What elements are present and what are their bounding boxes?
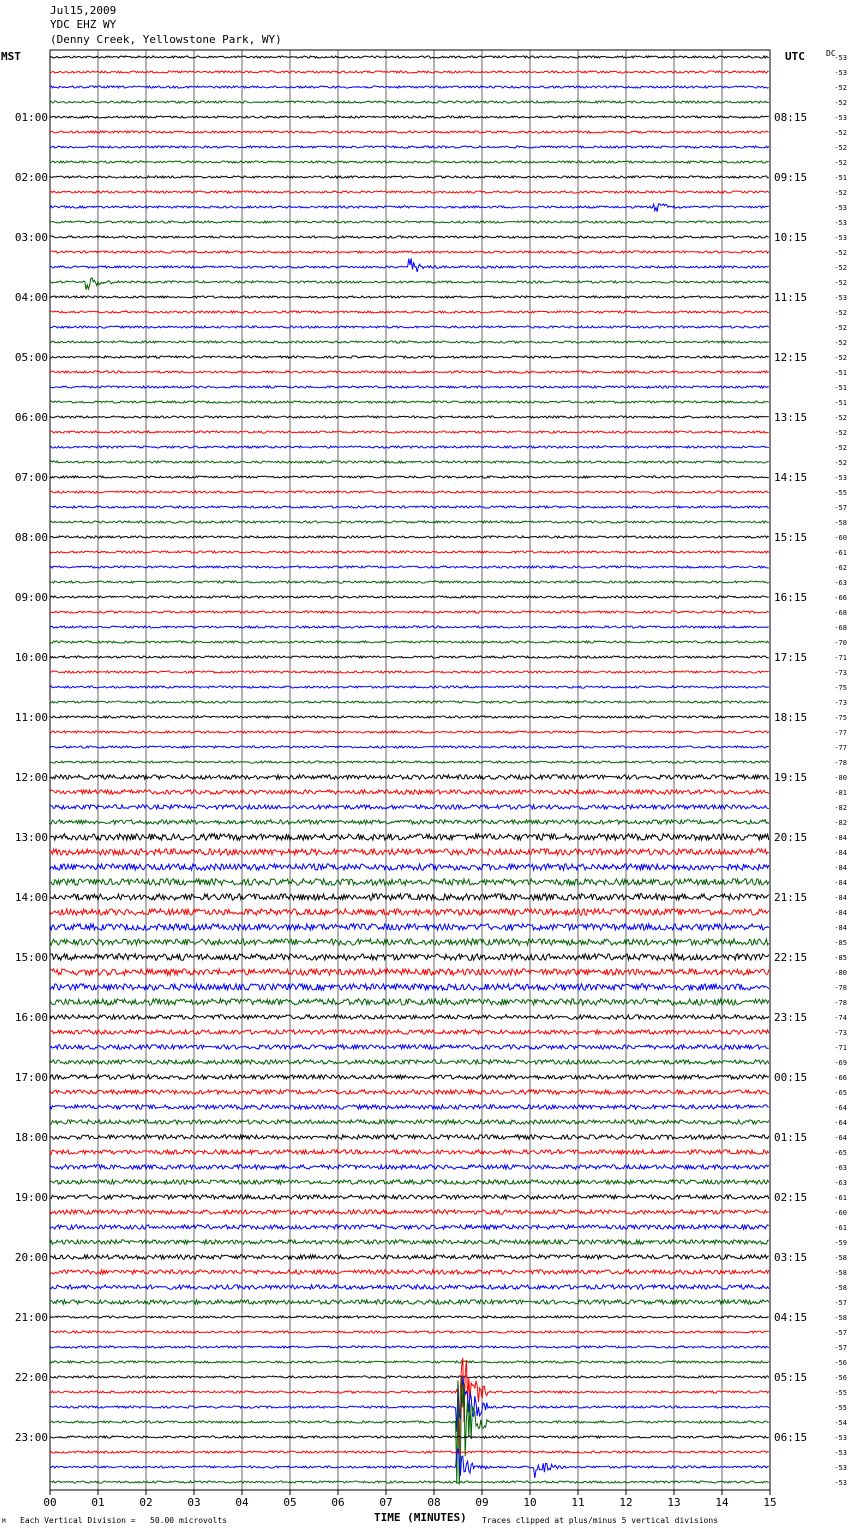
- dc-offset-label: -73: [834, 1029, 847, 1037]
- trace-row-7: [50, 161, 769, 163]
- trace-row-93: [50, 1451, 769, 1453]
- trace-row-44: [50, 716, 769, 718]
- dc-offset-label: -75: [834, 714, 847, 722]
- dc-offset-label: -60: [834, 534, 847, 542]
- mst-hour-label: 20:00: [14, 1251, 48, 1264]
- dc-offset-label: -84: [834, 894, 847, 902]
- trace-row-23: [50, 401, 769, 403]
- dc-offset-label: -52: [834, 279, 847, 287]
- mst-hour-label: 21:00: [14, 1311, 48, 1324]
- trace-row-22: [50, 386, 769, 388]
- utc-hour-label: 00:15: [774, 1071, 808, 1084]
- dc-offset-label: -80: [834, 969, 847, 977]
- trace-row-4: [50, 116, 769, 118]
- mst-hour-label: 03:00: [14, 231, 48, 244]
- dc-offset-label: -73: [834, 699, 847, 707]
- trace-row-10: [50, 204, 769, 212]
- scale-note: Each Vertical Division = 50.00 microvolts: [20, 1516, 228, 1525]
- mst-hour-label: 06:00: [14, 411, 48, 424]
- dc-offset-label: -53: [834, 69, 847, 77]
- utc-hour-label: 19:15: [774, 771, 808, 784]
- dc-offset-label: -53: [834, 1479, 847, 1487]
- trace-row-57: [50, 909, 769, 915]
- dc-offset-label: -57: [834, 504, 847, 512]
- dc-offset-label: -52: [834, 429, 847, 437]
- trace-row-8: [50, 176, 769, 178]
- utc-hour-label: 21:15: [774, 891, 808, 904]
- trace-row-29: [50, 491, 769, 493]
- mst-hour-label: 15:00: [14, 951, 48, 964]
- trace-row-17: [50, 311, 769, 313]
- dc-offset-label: -64: [834, 1134, 847, 1142]
- dc-offset-label: -51: [834, 369, 847, 377]
- corner-mark: M: [2, 1518, 6, 1525]
- right-zone-label: UTC: [785, 50, 805, 63]
- dc-offset-label: -51: [834, 174, 847, 182]
- dc-offset-label: -51: [834, 384, 847, 392]
- dc-offset-label: -52: [834, 354, 847, 362]
- dc-offset-label: -56: [834, 1374, 847, 1382]
- dc-offset-label: -53: [834, 1464, 847, 1472]
- dc-offset-label: -65: [834, 1089, 847, 1097]
- dc-offset-label: -53: [834, 294, 847, 302]
- dc-offset-label: -53: [834, 219, 847, 227]
- mst-hour-label: 02:00: [14, 171, 48, 184]
- trace-row-3: [50, 101, 769, 103]
- dc-offset-label: -52: [834, 249, 847, 257]
- trace-row-65: [50, 1030, 769, 1034]
- trace-row-51: [50, 820, 769, 824]
- x-tick-label: 05: [283, 1496, 297, 1509]
- utc-hour-label: 03:15: [774, 1251, 808, 1264]
- dc-offset-label: -52: [834, 159, 847, 167]
- mst-hour-label: 19:00: [14, 1191, 48, 1204]
- dc-offset-label: -58: [834, 1314, 847, 1322]
- trace-row-48: [50, 775, 769, 779]
- dc-offset-label: -57: [834, 1299, 847, 1307]
- dc-offset-label: -84: [834, 834, 847, 842]
- dc-offset-label: -84: [834, 909, 847, 917]
- mst-hour-label: 22:00: [14, 1371, 48, 1384]
- dc-offset-label: -52: [834, 189, 847, 197]
- dc-offset-label: -74: [834, 1014, 847, 1022]
- mst-hour-label: 14:00: [14, 891, 48, 904]
- trace-row-88: [50, 1376, 769, 1378]
- trace-row-11: [50, 221, 769, 223]
- utc-hour-label: 16:15: [774, 591, 808, 604]
- mst-hour-label: 11:00: [14, 711, 48, 724]
- dc-offset-label: -85: [834, 954, 847, 962]
- dc-offset-label: -66: [834, 594, 847, 602]
- dc-offset-label: -66: [834, 1074, 847, 1082]
- trace-row-53: [50, 849, 769, 855]
- trace-row-12: [50, 236, 769, 238]
- dc-offset-label: -84: [834, 864, 847, 872]
- dc-label: DC: [826, 49, 836, 58]
- dc-offset-label: -55: [834, 1404, 847, 1412]
- x-tick-label: 02: [139, 1496, 153, 1509]
- trace-row-32: [50, 536, 769, 538]
- trace-row-61: [50, 969, 769, 975]
- trace-row-39: [50, 641, 769, 643]
- dc-offset-label: -53: [834, 114, 847, 122]
- dc-offset-label: -81: [834, 789, 847, 797]
- utc-hour-label: 15:15: [774, 531, 808, 544]
- trace-row-83: [50, 1300, 769, 1304]
- dc-offset-label: -54: [834, 1419, 847, 1427]
- mst-hour-label: 05:00: [14, 351, 48, 364]
- header-date: Jul15,2009: [50, 4, 117, 17]
- trace-row-66: [50, 1045, 769, 1049]
- trace-row-45: [50, 731, 769, 733]
- dc-offset-label: -78: [834, 984, 847, 992]
- utc-hour-label: 22:15: [774, 951, 808, 964]
- dc-offset-label: -53: [834, 474, 847, 482]
- trace-row-86: [50, 1346, 769, 1348]
- trace-row-75: [50, 1180, 769, 1184]
- trace-row-30: [50, 506, 769, 508]
- utc-hour-label: 05:15: [774, 1371, 808, 1384]
- dc-offset-label: -82: [834, 804, 847, 812]
- utc-hour-label: 01:15: [774, 1131, 808, 1144]
- trace-row-50: [50, 805, 769, 809]
- x-tick-label: 00: [43, 1496, 57, 1509]
- dc-offset-label: -53: [834, 1449, 847, 1457]
- x-tick-label: 06: [331, 1496, 345, 1509]
- trace-row-72: [50, 1135, 769, 1139]
- trace-row-41: [50, 671, 769, 673]
- trace-row-81: [50, 1270, 769, 1274]
- dc-offset-label: -58: [834, 1284, 847, 1292]
- trace-row-47: [50, 761, 769, 763]
- trace-row-95: [50, 1481, 769, 1483]
- x-tick-label: 01: [91, 1496, 105, 1509]
- x-tick-label: 10: [523, 1496, 537, 1509]
- x-tick-label: 12: [619, 1496, 633, 1509]
- dc-offset-label: -68: [834, 609, 847, 617]
- trace-row-43: [50, 701, 769, 703]
- dc-offset-label: -53: [834, 1434, 847, 1442]
- trace-row-84: [50, 1316, 769, 1318]
- dc-offset-label: -77: [834, 744, 847, 752]
- x-tick-label: 03: [187, 1496, 201, 1509]
- trace-row-14: [50, 258, 769, 272]
- dc-offset-label: -55: [834, 1389, 847, 1397]
- dc-offset-label: -75: [834, 684, 847, 692]
- header-station: YDC EHZ WY: [50, 18, 117, 31]
- dc-offset-label: -71: [834, 654, 847, 662]
- dc-offset-label: -58: [834, 1269, 847, 1277]
- trace-row-13: [50, 251, 769, 253]
- dc-offset-label: -60: [834, 1209, 847, 1217]
- dc-offset-label: -59: [834, 1239, 847, 1247]
- dc-offset-label: -61: [834, 1194, 847, 1202]
- left-zone-label: MST: [1, 50, 21, 63]
- utc-hour-label: 13:15: [774, 411, 808, 424]
- dc-offset-label: -55: [834, 489, 847, 497]
- dc-offset-label: -53: [834, 204, 847, 212]
- dc-offset-label: -58: [834, 1254, 847, 1262]
- trace-row-62: [50, 984, 769, 990]
- dc-offset-label: -80: [834, 774, 847, 782]
- trace-row-19: [50, 341, 769, 343]
- trace-row-15: [50, 278, 769, 290]
- dc-offset-label: -52: [834, 414, 847, 422]
- utc-hour-label: 12:15: [774, 351, 808, 364]
- x-tick-label: 08: [427, 1496, 441, 1509]
- dc-offset-label: -53: [834, 54, 847, 62]
- dc-offset-label: -52: [834, 339, 847, 347]
- dc-offset-label: -71: [834, 1044, 847, 1052]
- x-tick-label: 14: [715, 1496, 729, 1509]
- mst-hour-label: 01:00: [14, 111, 48, 124]
- mst-hour-label: 13:00: [14, 831, 48, 844]
- mst-hour-label: 18:00: [14, 1131, 48, 1144]
- trace-row-25: [50, 431, 769, 433]
- x-tick-label: 13: [667, 1496, 681, 1509]
- trace-row-76: [50, 1195, 769, 1199]
- dc-offset-label: -58: [834, 519, 847, 527]
- dc-offset-label: -52: [834, 444, 847, 452]
- dc-offset-label: -63: [834, 1164, 847, 1172]
- utc-hour-label: 14:15: [774, 471, 808, 484]
- trace-row-5: [50, 131, 769, 133]
- trace-row-21: [50, 371, 769, 373]
- trace-row-67: [50, 1060, 769, 1064]
- trace-row-0: [50, 56, 769, 58]
- utc-hour-label: 04:15: [774, 1311, 808, 1324]
- trace-row-33: [50, 551, 769, 553]
- trace-row-52: [50, 834, 769, 840]
- dc-offset-label: -84: [834, 849, 847, 857]
- dc-offset-label: -56: [834, 1359, 847, 1367]
- header-location: (Denny Creek, Yellowstone Park, WY): [50, 33, 282, 46]
- dc-offset-label: -63: [834, 579, 847, 587]
- trace-row-24: [50, 416, 769, 418]
- dc-offset-label: -68: [834, 624, 847, 632]
- utc-hour-label: 18:15: [774, 711, 808, 724]
- mst-hour-label: 04:00: [14, 291, 48, 304]
- mst-hour-label: 08:00: [14, 531, 48, 544]
- utc-hour-label: 10:15: [774, 231, 808, 244]
- utc-hour-label: 02:15: [774, 1191, 808, 1204]
- mst-hour-label: 10:00: [14, 651, 48, 664]
- mst-hour-label: 17:00: [14, 1071, 48, 1084]
- x-tick-label: 11: [571, 1496, 585, 1509]
- trace-row-58: [50, 924, 769, 930]
- utc-hour-label: 08:15: [774, 111, 808, 124]
- dc-offset-label: -70: [834, 639, 847, 647]
- trace-row-78: [50, 1225, 769, 1229]
- trace-row-46: [50, 746, 769, 748]
- dc-offset-label: -52: [834, 99, 847, 107]
- dc-offset-label: -64: [834, 1119, 847, 1127]
- dc-offset-label: -64: [834, 1104, 847, 1112]
- trace-row-6: [50, 146, 769, 148]
- trace-row-90: [50, 1377, 769, 1432]
- dc-offset-label: -52: [834, 144, 847, 152]
- dc-offset-label: -62: [834, 564, 847, 572]
- dc-offset-label: -69: [834, 1059, 847, 1067]
- trace-row-73: [50, 1150, 769, 1154]
- trace-row-35: [50, 581, 769, 583]
- trace-row-85: [50, 1331, 769, 1333]
- mst-hour-label: 16:00: [14, 1011, 48, 1024]
- utc-hour-label: 11:15: [774, 291, 808, 304]
- trace-row-71: [50, 1120, 769, 1124]
- trace-lines: [50, 56, 769, 1485]
- dc-offset-label: -57: [834, 1344, 847, 1352]
- dc-offset-label: -52: [834, 84, 847, 92]
- trace-row-80: [50, 1255, 769, 1259]
- dc-offset-label: -82: [834, 819, 847, 827]
- dc-offset-label: -52: [834, 459, 847, 467]
- dc-offset-label: -61: [834, 1224, 847, 1232]
- trace-row-26: [50, 446, 769, 448]
- clip-note: Traces clipped at plus/minus 5 vertical divisions: [482, 1516, 719, 1525]
- trace-row-56: [50, 894, 769, 900]
- trace-row-64: [50, 1015, 769, 1019]
- dc-offset-label: -85: [834, 939, 847, 947]
- trace-row-79: [50, 1240, 769, 1244]
- trace-row-1: [50, 71, 769, 73]
- trace-row-74: [50, 1165, 769, 1169]
- dc-offset-label: -52: [834, 324, 847, 332]
- utc-hour-label: 23:15: [774, 1011, 808, 1024]
- trace-row-28: [50, 476, 769, 478]
- mst-hour-label: 09:00: [14, 591, 48, 604]
- dc-offset-label: -63: [834, 1179, 847, 1187]
- dc-offset-label: -84: [834, 879, 847, 887]
- trace-row-92: [50, 1436, 769, 1438]
- trace-row-9: [50, 191, 769, 193]
- x-tick-label: 09: [475, 1496, 489, 1509]
- utc-hour-label: 06:15: [774, 1431, 808, 1444]
- utc-hour-label: 17:15: [774, 651, 808, 664]
- mst-hour-label: 07:00: [14, 471, 48, 484]
- trace-row-54: [50, 864, 769, 870]
- x-tick-label: 04: [235, 1496, 249, 1509]
- x-tick-label: 15: [763, 1496, 777, 1509]
- mst-hour-label: 23:00: [14, 1431, 48, 1444]
- trace-row-40: [50, 656, 769, 658]
- trace-row-55: [50, 879, 769, 885]
- x-axis-title: TIME (MINUTES): [374, 1511, 467, 1524]
- utc-hour-label: 09:15: [774, 171, 808, 184]
- dc-offset-label: -52: [834, 309, 847, 317]
- trace-row-16: [50, 296, 769, 298]
- trace-row-69: [50, 1090, 769, 1094]
- utc-hour-label: 20:15: [774, 831, 808, 844]
- dc-offset-label: -53: [834, 234, 847, 242]
- trace-row-37: [50, 611, 769, 613]
- dc-offset-label: -65: [834, 1149, 847, 1157]
- dc-offset-label: -78: [834, 999, 847, 1007]
- dc-offset-label: -61: [834, 549, 847, 557]
- trace-row-59: [50, 939, 769, 945]
- trace-row-18: [50, 326, 769, 328]
- trace-row-20: [50, 356, 769, 358]
- dc-offset-label: -84: [834, 924, 847, 932]
- trace-row-42: [50, 686, 769, 688]
- dc-offset-label: -52: [834, 129, 847, 137]
- dc-offset-label: -73: [834, 669, 847, 677]
- trace-row-77: [50, 1210, 769, 1214]
- trace-row-82: [50, 1285, 769, 1289]
- trace-row-34: [50, 566, 769, 568]
- trace-row-49: [50, 790, 769, 794]
- dc-offset-label: -78: [834, 759, 847, 767]
- dc-offset-label: -52: [834, 264, 847, 272]
- trace-row-2: [50, 86, 769, 88]
- trace-row-68: [50, 1075, 769, 1079]
- dc-offset-label: -51: [834, 399, 847, 407]
- trace-row-27: [50, 461, 769, 463]
- trace-row-70: [50, 1105, 769, 1109]
- trace-row-87: [50, 1361, 769, 1363]
- mst-hour-label: 12:00: [14, 771, 48, 784]
- x-tick-label: 07: [379, 1496, 393, 1509]
- trace-row-60: [50, 954, 769, 960]
- trace-row-31: [50, 521, 769, 523]
- dc-offset-label: -77: [834, 729, 847, 737]
- trace-row-38: [50, 626, 769, 628]
- dc-offset-label: -57: [834, 1329, 847, 1337]
- trace-row-36: [50, 596, 769, 598]
- trace-row-63: [50, 999, 769, 1005]
- plot-frame: [50, 50, 770, 1490]
